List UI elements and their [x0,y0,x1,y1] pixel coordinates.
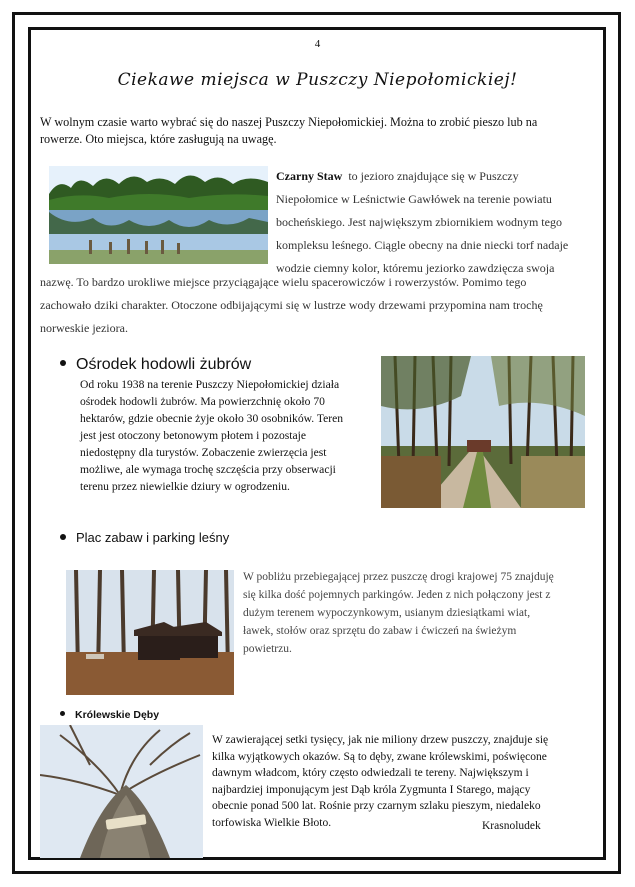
czarny-staw-photo [49,166,268,264]
osrodek-title: Ośrodek hodowli żubrów [76,356,252,373]
plac-body [243,568,598,658]
osrodek-line: ośrodek hodowli żubrów. Ma powierzchnię około 70 [80,395,325,408]
bullet-icon [60,360,66,366]
osrodek-line: terenu przez niewielkie dziury w ogrodzeniu. [80,480,290,493]
playground-photo [66,570,234,695]
osrodek-body [80,376,370,495]
staw-line: kompleksu leśnego. Ciągle obecny na dnie niecki torf nadaje [276,238,569,252]
page-title: Ciekawe miejsca w Puszczy Niepołomickiej! [117,70,518,90]
osrodek-line: jest jest otoczony betonowym płotem i pozostaje [80,429,307,442]
plac-line: się kilka dość pojemnych parkingów. Jeden z nich połączony jest z [243,589,551,601]
deby-line: obecnie ponad 500 lat. Rośnie przy czarnym szlaku pieszym, niedaleko [212,800,541,812]
staw-line: zachowało dziki charakter. Otoczone odbijającymi się w lustrze wody drzewami przypomina nam trochę [40,298,543,312]
staw-line: nazwę. To bardzo urokliwe miejsce przyciągające wielu spacerowiczów i rowerzystów. Pomimo tego [40,275,527,289]
plac-line: dużym terenem wypoczynkowym, usianym dziesiątkami wiat, [243,607,531,619]
deby-line: torfowiska Wielkie Błoto. [212,816,332,829]
deby-body [212,732,597,831]
osrodek-line: hektarów, gdzie obecnie żyje około 30 osobników. Teren [80,412,344,425]
staw-line: to jezioro znajdujące się w Puszczy [348,169,519,183]
intro-paragraph: W wolnym czasie warto wybrać się do naszej Puszczy Niepołomickiej. Można to zrobić pieszo lub na rowerze. Oto miejsca, które zasługują na uwagę. [40,115,538,146]
forest-road-photo [381,356,585,508]
czarny-staw-text [276,165,594,280]
czarny-staw-name: Czarny Staw [276,169,343,183]
czarny-staw-rest [40,271,595,340]
author-signature: Krasnoludek [482,820,541,832]
osrodek-heading [60,356,251,374]
deby-line: kilka wyjątkowych okazów. Są to dęby, zwane królewskimi, poświęcone [212,750,547,763]
plac-heading [60,530,229,545]
bullet-icon [60,534,66,540]
deby-line: W zawierającej setki tysięcy, jak nie miliony drzew puszczy, znajduje się [212,734,549,746]
osrodek-line: możliwe, ale wymaga trochę szczęścia przy obserwacji [80,463,336,476]
oak-tree-photo [40,725,203,858]
staw-line: wodzie ciemny kolor, któremu jeziorko zawdzięcza swoja [276,261,555,275]
deby-heading [60,709,159,721]
staw-line: norweskie jeziora. [40,321,128,335]
plac-line: ławek, stołów oraz sprzętu do zabaw i ćwiczeń na świeżym [243,625,517,637]
osrodek-line: Od roku 1938 na terenie Puszczy Niepołomickiej działa [80,378,340,391]
staw-line: Niepołomice w Leśnictwie Gawłówek na terenie powiatu [276,192,552,206]
deby-title: Królewskie Dęby [75,709,160,721]
deby-line: dawnym władcom, który często odwiedzali te tereny. Największym i [212,767,529,779]
page-number: 4 [314,38,321,50]
deby-line: najbardziej imponującym jest Dąb króla Zygmunta I Starego, mający [212,783,531,796]
bullet-icon [60,711,65,716]
plac-line: W pobliżu przebiegającej przez puszczę drogi krajowej 75 znajduję [243,571,554,583]
plac-title: Plac zabaw i parking leśny [76,530,230,545]
plac-line: powietrzu. [243,643,292,655]
staw-line: bocheńskiego. Jest największym zbiornikiem wodnym tego [276,215,562,229]
osrodek-line: niedostępny dla turystów. Zobaczenie zwierzęcia jest [80,446,327,459]
